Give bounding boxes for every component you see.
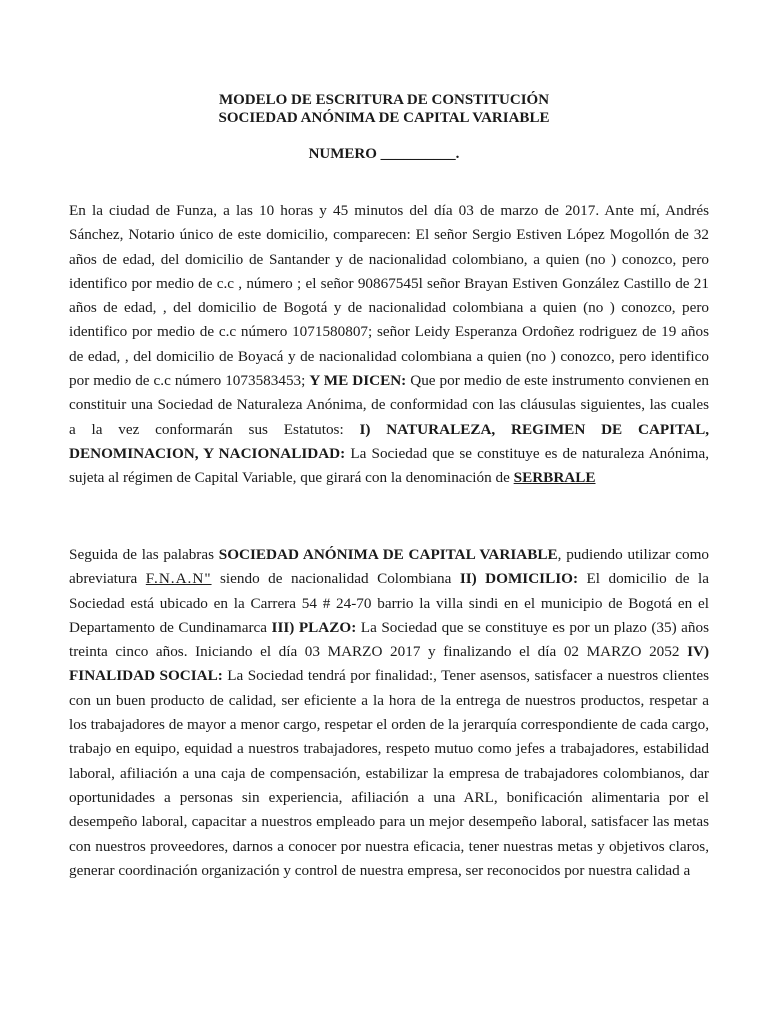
company-name: SERBRALE bbox=[513, 469, 596, 487]
paragraph-clausulas bbox=[69, 543, 709, 883]
document-title-line-2: SOCIEDAD ANÓNIMA DE CAPITAL VARIABLE bbox=[218, 110, 550, 126]
paragraph-text: Seguida de las palabras bbox=[69, 546, 219, 563]
paragraph-text: La Sociedad que se constituye es por un plazo (35) años treinta cinco años. Iniciando el día 03 MARZO 2017 y finalizando el día 02 MARZO 2052 bbox=[69, 618, 710, 661]
clause-heading-naturaleza: I) NATURALEZA, REGIMEN DE CAPITAL, DENOMINACION, Y NACIONALIDAD: bbox=[69, 420, 709, 462]
document-number: NUMERO __________. bbox=[308, 146, 460, 162]
paragraph-text: , pudiendo utilizar como abreviatura bbox=[69, 546, 709, 588]
bold-heading: Y ME DICEN: bbox=[309, 372, 407, 390]
paragraph-text: siendo de nacionalidad Colombiana bbox=[211, 570, 460, 588]
paragraph-text: El domicilio de la Sociedad está ubicado en la Carrera 54 # 24-70 barrio la villa sindi en el municipio de Bogotá en el Departamento de Cundinamarca bbox=[69, 570, 709, 636]
abbreviation: F.N.A.N" bbox=[145, 570, 212, 588]
clause-heading-finalidad: IV) FINALIDAD SOCIAL: bbox=[69, 643, 709, 685]
clause-heading-domicilio: II) DOMICILIO: bbox=[459, 570, 578, 588]
document-title-line-1: MODELO DE ESCRITURA DE CONSTITUCIÓN bbox=[218, 92, 550, 108]
bold-phrase: SOCIEDAD ANÓNIMA DE CAPITAL VARIABLE bbox=[218, 546, 558, 563]
paragraph-comparecencia bbox=[69, 199, 709, 491]
paragraph-text: En la ciudad de Funza, a las 10 horas y 45 minutos del día 03 de marzo de 2017. Ante mí, Andrés Sánchez, Notario único de este domicilio, comparecen: El señor Sergio Estiven López Mogollón de 32 años de edad, del domicilio de Santander y de nacionalidad colombiano, a quien (no ) conozco, pero identifico por medio de c.c , número ; el señor 90867545l señor Brayan Estiven González Castillo de 21 años de edad, , del domicilio de Bogotá y de nacionalidad colombiana a quien (no ) conozco, pero identifico por medio de c.c número 1071580807; señor Leidy Esperanza Ordoñez rodriguez de 19 años de edad, , del domicilio de Boyacá y de nacionalidad colombiana a quien (no ) conozco, pero identifico por medio de c.c número 1073583453; bbox=[69, 202, 709, 390]
paragraph-text: La Sociedad tendrá por finalidad:, Tener asensos, satisfacer a nuestros clientes con un buen producto de calidad, ser eficiente a la hora de la entrega de nuestros productos, respetar a los trabajadores de mayor a menor cargo, respetar el orden de la jerarquía correspondiente de cada cargo, trabajo en equipo, equidad a nuestros trabajadores, respeto mutuo como jefes a trabajadores, estabilidad laboral, afiliación a una caja de compensación, estabilizar la empresa de trabajadores colombianos, dar oportunidades a personas sin experiencia, afiliación a una ARL, bonificación alimentaria por el desempeño laboral, capacitar a nuestros empleado para un mejor desempeño laboral, satisfacer las metas con nuestros proveedores, darnos a conocer por nuestra eficacia, tener nuestras metas y objetivos claros, generar coordinación organización y control de nuestra empresa, ser reconocidos por nuestra calidad a bbox=[69, 667, 709, 879]
paragraph-text: La Sociedad que se constituye es de naturaleza Anónima, sujeta al régimen de Capital Variable, que girará con la denominación de bbox=[69, 444, 709, 487]
clause-heading-plazo: III) PLAZO: bbox=[271, 618, 357, 636]
paragraph-text: Que por medio de este instrumento convienen en constituir una Sociedad de Naturaleza Anónima, de conformidad con las cláusulas siguientes, las cuales a la vez conformarán sus Estatutos: bbox=[69, 372, 709, 438]
